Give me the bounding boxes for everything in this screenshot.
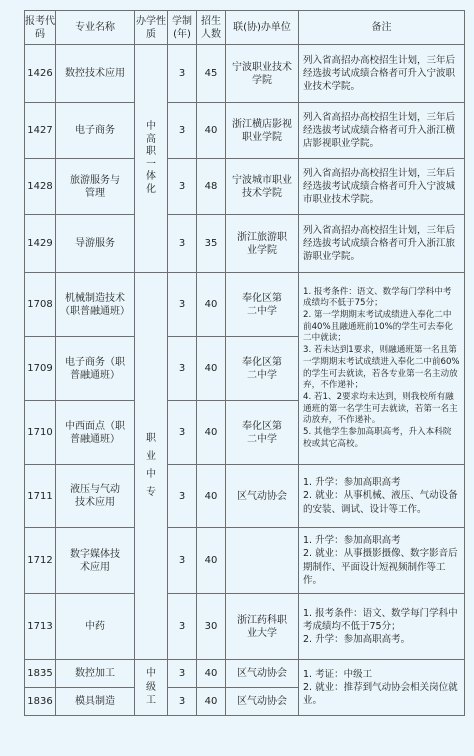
table-row xyxy=(25,273,465,337)
row-note: 1. 升学：参加高职高考 2. 就业：从事摄影摄像、数字影音后期制作、平面设计短视频制作等工作。 xyxy=(299,528,465,594)
table-row xyxy=(25,528,465,594)
header-major: 专业名称 xyxy=(56,11,135,45)
row-code: 1427 xyxy=(25,103,56,159)
row-code: 1836 xyxy=(25,688,56,716)
row-major-text: 中西面点（职普融通班） xyxy=(65,420,125,445)
row-partner: 区气动协会 xyxy=(226,688,299,716)
row-quota: 45 xyxy=(197,45,226,103)
row-partner-text: 奉化区第二中学 xyxy=(242,420,282,445)
row-quota: 40 xyxy=(197,337,226,401)
row-code: 1428 xyxy=(25,159,56,215)
table-row xyxy=(25,594,465,660)
row-partner xyxy=(226,103,299,159)
merged-note-ronghe: 1. 报考条件：语文、数学每门学科中考成绩均不低于75分； 2. 第一学期期末考试成绩进入奉化二中前40%且融通班前10%的学生可去奉化二中就读； 3. 若未达到1要求，则融通班第一名且第一学期期末考试成绩进入奉化二中前60%的学生可去就读，若各专业第一名主动放弃，不作递补； 4. 若1、2要求均未达到，则我校所有融通班的第一名学生可去就读，若第一名主动放弃，不作递补。 5. 其他学生参加高职高考，升入本科院校或其它高校。 xyxy=(299,273,465,465)
row-major xyxy=(56,528,135,594)
row-note: 1. 报考条件：语文、数学每门学科中考成绩均不低于75分； 2. 升学：参加高职高考。 xyxy=(299,594,465,660)
row-years: 3 xyxy=(168,103,197,159)
row-partner xyxy=(226,215,299,273)
table-row xyxy=(25,159,465,215)
row-quota: 40 xyxy=(197,103,226,159)
table-row xyxy=(25,215,465,273)
row-code: 1710 xyxy=(25,401,56,465)
admissions-table-wrapper xyxy=(24,10,465,716)
row-major: 中药 xyxy=(56,594,135,660)
row-partner: 区气动协会 xyxy=(226,660,299,688)
row-quota: 30 xyxy=(197,594,226,660)
row-years: 3 xyxy=(168,273,197,337)
header-code: 报考代码 xyxy=(25,11,56,45)
row-quota: 40 xyxy=(197,660,226,688)
row-partner xyxy=(226,159,299,215)
row-years: 3 xyxy=(168,337,197,401)
row-major-text: 数字媒体技术应用 xyxy=(70,548,120,573)
row-partner-text: 宁波城市职业技术学院 xyxy=(232,174,292,199)
row-quota: 40 xyxy=(197,273,226,337)
table-row xyxy=(25,465,465,528)
row-quota: 40 xyxy=(197,688,226,716)
row-code: 1835 xyxy=(25,660,56,688)
row-quota: 40 xyxy=(197,401,226,465)
row-partner-text: 奉化区第二中学 xyxy=(242,292,282,317)
row-partner-text: 宁波职业技术学院 xyxy=(232,61,292,86)
row-partner-text: 浙江横店影视职业学院 xyxy=(232,118,292,143)
row-code: 1709 xyxy=(25,337,56,401)
row-major: 导游服务 xyxy=(56,215,135,273)
row-major-text: 电子商务（职普融通班） xyxy=(65,356,125,381)
nature-group-3 xyxy=(135,660,168,716)
row-major xyxy=(56,273,135,337)
row-quota: 40 xyxy=(197,465,226,528)
row-years: 3 xyxy=(168,660,197,688)
nature-group-3-text: 中级工 xyxy=(146,668,156,707)
row-partner xyxy=(226,528,299,594)
row-major xyxy=(56,337,135,401)
row-major-text: 机械制造技术（职普融通班） xyxy=(60,292,130,317)
row-code: 1426 xyxy=(25,45,56,103)
row-code: 1711 xyxy=(25,465,56,528)
row-note: 列入省高招办高校招生计划，三年后经选拔考试成绩合格者可升入宁波职业技术学院。 xyxy=(299,45,465,103)
row-years: 3 xyxy=(168,159,197,215)
row-note: 列入省高招办高校招生计划，三年后经选拔考试成绩合格者可升入浙江横店影视职业学院。 xyxy=(299,103,465,159)
header-note: 备注 xyxy=(299,11,465,45)
nature-group-2 xyxy=(135,273,168,660)
nature-group-1 xyxy=(135,45,168,273)
header-nature: 办学性质 xyxy=(135,11,168,45)
admissions-table xyxy=(24,10,465,716)
row-major xyxy=(56,401,135,465)
row-partner xyxy=(226,401,299,465)
row-partner-text: 奉化区第二中学 xyxy=(242,356,282,381)
row-major xyxy=(56,159,135,215)
row-major: 数控加工 xyxy=(56,660,135,688)
table-row xyxy=(25,660,465,688)
header-quota: 招生人数 xyxy=(197,11,226,45)
row-partner xyxy=(226,337,299,401)
nature-group-1-text: 中高职一体化 xyxy=(146,121,156,195)
row-code: 1712 xyxy=(25,528,56,594)
header-partner: 联(协)办单位 xyxy=(226,11,299,45)
row-quota: 48 xyxy=(197,159,226,215)
row-years: 3 xyxy=(168,528,197,594)
row-note: 1. 升学：参加高职高考 2. 就业：从事机械、液压、气动设备的安装、调试、设计等工作。 xyxy=(299,465,465,528)
row-major-text: 液压与气动技术应用 xyxy=(70,484,120,508)
row-major: 电子商务 xyxy=(56,103,135,159)
row-code: 1429 xyxy=(25,215,56,273)
row-partner xyxy=(226,45,299,103)
table-row xyxy=(25,45,465,103)
row-years: 3 xyxy=(168,465,197,528)
row-quota: 40 xyxy=(197,528,226,594)
row-quota: 35 xyxy=(197,215,226,273)
merged-note-jigong: 1. 考证：中级工 2. 就业：推荐到气动协会相关岗位就业。 xyxy=(299,660,465,716)
row-note: 列入省高招办高校招生计划，三年后经选拔考试成绩合格者可升入宁波城市职业技术学院。 xyxy=(299,159,465,215)
row-code: 1713 xyxy=(25,594,56,660)
row-partner: 区气动协会 xyxy=(226,465,299,528)
row-major-text: 旅游服务与管理 xyxy=(70,174,120,199)
row-years: 3 xyxy=(168,215,197,273)
row-years: 3 xyxy=(168,688,197,716)
row-partner xyxy=(226,273,299,337)
row-partner-text: 浙江旅游职业学院 xyxy=(237,231,287,256)
row-major: 数控技术应用 xyxy=(56,45,135,103)
header-row xyxy=(25,11,465,45)
nature-group-2-text: 职业中专 xyxy=(146,433,156,498)
row-major: 模具制造 xyxy=(56,688,135,716)
row-note: 列入省高招办高校招生计划，三年后经选拔考试成绩合格者可升入浙江旅游职业学院。 xyxy=(299,215,465,273)
row-partner-text: 浙江药科职业大学 xyxy=(237,614,287,639)
row-partner xyxy=(226,594,299,660)
row-code: 1708 xyxy=(25,273,56,337)
header-years: 学制(年) xyxy=(168,11,197,45)
row-years: 3 xyxy=(168,401,197,465)
row-major xyxy=(56,465,135,528)
row-years: 3 xyxy=(168,45,197,103)
table-row xyxy=(25,103,465,159)
row-years: 3 xyxy=(168,594,197,660)
